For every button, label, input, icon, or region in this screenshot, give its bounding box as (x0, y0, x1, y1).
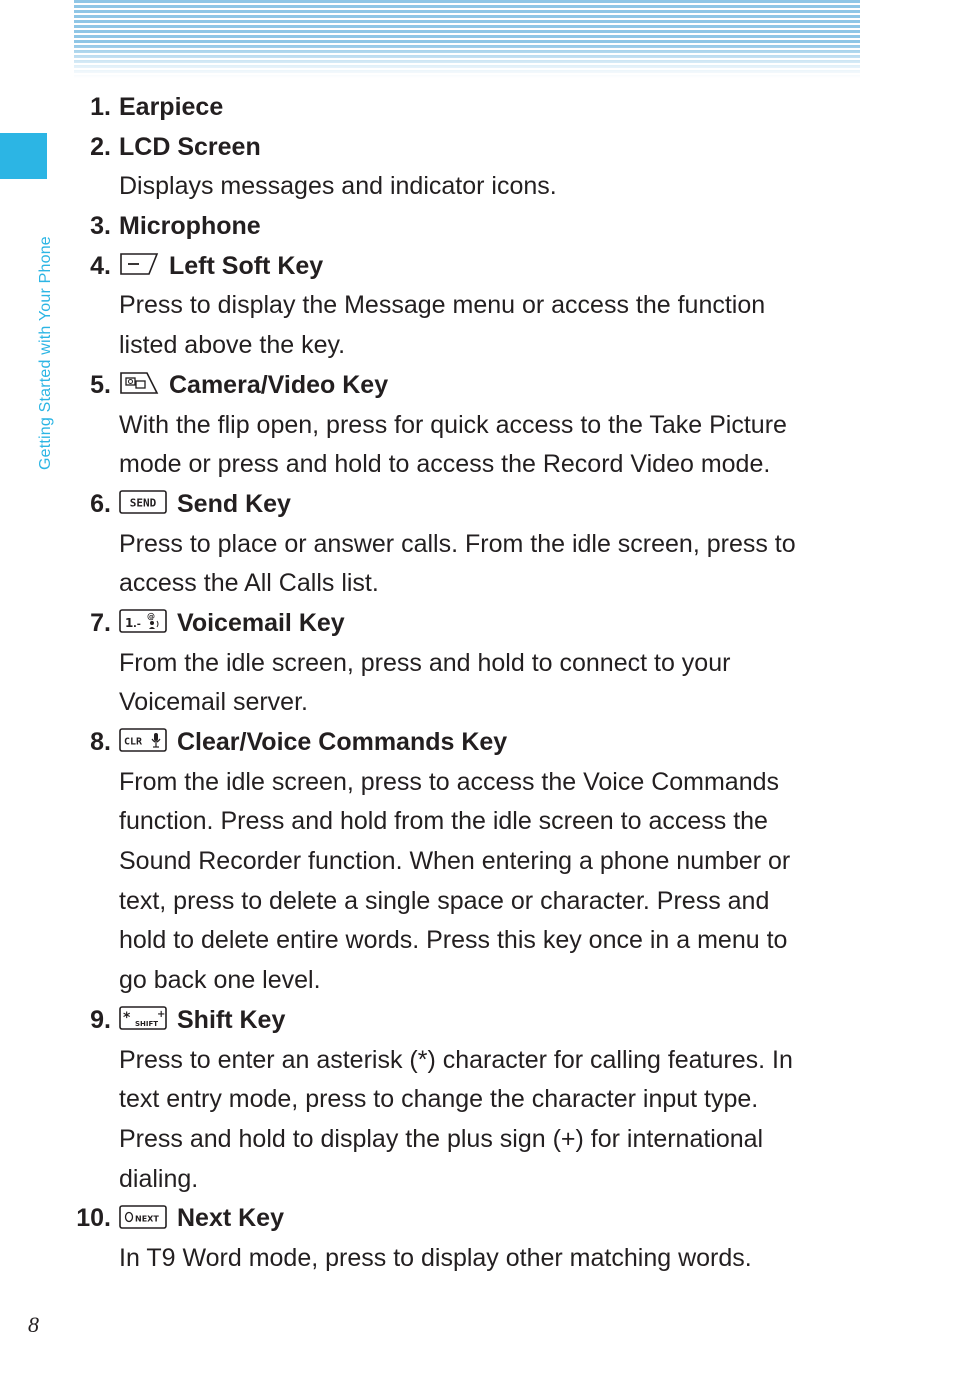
svg-text:.-: .- (133, 619, 141, 631)
list-item-heading (0, 207, 954, 247)
item-title: Left Soft Key (119, 247, 323, 287)
svg-text:SEND: SEND (129, 496, 157, 510)
camera-key-icon (119, 371, 159, 395)
list-item-heading (0, 247, 954, 287)
item-title: CLR Clear/Voice Commands Key (119, 723, 507, 763)
item-description-line: mode or press and hold to access the Record Video mode. (119, 450, 771, 479)
item-number: 10. (76, 1204, 111, 1233)
item-number: 2. (90, 132, 111, 161)
svg-text:NEXT: NEXT (135, 1214, 159, 1224)
item-description-line: From the idle screen, press and hold to connect to your (119, 648, 731, 677)
item-description-line: access the All Calls list. (119, 569, 379, 598)
item-number: 4. (90, 251, 111, 280)
item-description-line: With the flip open, press for quick access to the Take Picture (119, 410, 787, 439)
item-description-line: dialing. (119, 1164, 199, 1193)
shift-key-icon (119, 1006, 167, 1030)
item-description-line: Press to place or answer calls. From the idle screen, press to (119, 529, 796, 558)
item-title: * + SHIFT Shift Key (119, 1001, 285, 1041)
header-stripe-band (74, 0, 860, 78)
svg-text:1: 1 (125, 616, 134, 631)
item-title: Microphone (119, 212, 261, 241)
clear-key-icon (119, 728, 167, 752)
item-title: Camera/Video Key (119, 366, 388, 406)
item-title: Earpiece (119, 93, 224, 121)
svg-text:*: * (123, 1010, 131, 1027)
item-title: LCD Screen (119, 132, 261, 161)
item-number: 9. (90, 1005, 111, 1034)
item-description-line: hold to delete entire words. Press this key once in a menu to (119, 926, 788, 955)
item-title: SEND Send Key (119, 485, 291, 525)
page-number: 8 (28, 1312, 39, 1337)
item-description-line: Press and hold to display the plus sign (+) for international (119, 1124, 764, 1153)
item-number: 6. (90, 489, 111, 518)
item-description-line: text, press to delete a single space or character. Press and (119, 886, 770, 915)
item-number: 3. (90, 212, 111, 241)
item-number: 1. (90, 93, 111, 121)
svg-text:SHIFT: SHIFT (135, 1020, 159, 1029)
item-description-line: From the idle screen, press to access the Voice Commands (119, 767, 780, 796)
list-item-heading (0, 88, 954, 128)
item-description-line: Sound Recorder function. When entering a phone number or (119, 847, 791, 876)
voicemail-key-icon (119, 609, 167, 633)
item-description-line: Press to enter an asterisk (*) character for calling features. In (119, 1045, 793, 1074)
item-description-line: text entry mode, press to change the character input type. (119, 1085, 759, 1114)
list-item-heading (0, 1001, 954, 1041)
next-key-icon (119, 1205, 167, 1229)
item-number: 8. (90, 728, 111, 756)
list-item-heading (0, 128, 954, 168)
item-description-line: function. Press and hold from the idle screen to access the (119, 807, 768, 836)
list-item-heading (0, 1199, 954, 1239)
list-item-heading (0, 604, 954, 644)
key-description-list (0, 88, 954, 1279)
left-soft-key-icon (119, 252, 159, 276)
send-key-icon (119, 490, 167, 514)
item-description-line: listed above the key. (119, 331, 346, 360)
item-number: 7. (90, 608, 111, 637)
item-description-line: Press to display the Message menu or access the function (119, 291, 766, 320)
item-description-line: In T9 Word mode, press to display other matching words. (119, 1243, 752, 1272)
svg-text:+: + (157, 1009, 166, 1021)
svg-text:@: @ (147, 612, 155, 622)
chapter-label: Getting Started with Your Phone (37, 236, 54, 470)
list-item-heading (0, 723, 954, 763)
list-item-heading (0, 485, 954, 525)
item-description-line: go back one level. (119, 966, 321, 995)
list-item-heading (0, 366, 954, 406)
svg-text:CLR: CLR (124, 736, 143, 748)
item-description-line: Displays messages and indicator icons. (119, 172, 557, 201)
item-title: NEXT Next Key (119, 1199, 284, 1239)
item-description-line: Voicemail server. (119, 688, 308, 717)
item-title: 1 .- @ Voicemail Key (119, 604, 345, 644)
item-number: 5. (90, 370, 111, 399)
